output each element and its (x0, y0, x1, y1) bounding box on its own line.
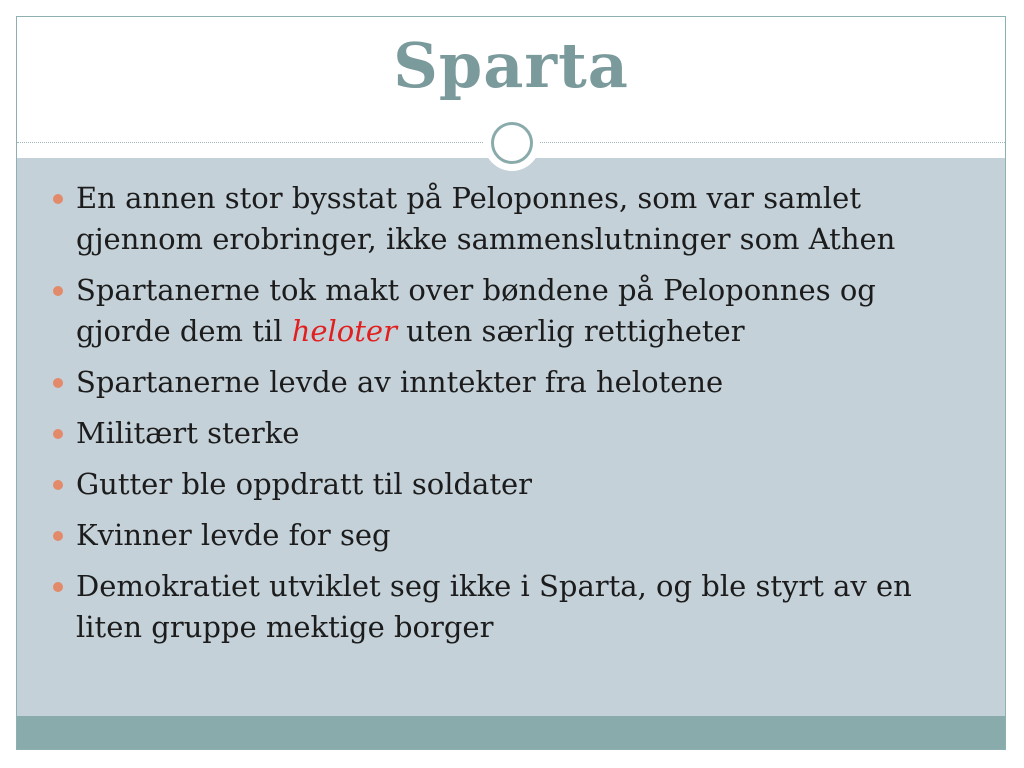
dot-bullet-icon (53, 480, 63, 490)
highlight-term: heloter (291, 314, 397, 348)
dot-bullet-icon (53, 194, 63, 204)
bullet-item-3 (53, 362, 963, 403)
slide-title: Sparta (393, 29, 629, 102)
dot-bullet-icon (53, 429, 63, 439)
bullet-item-5 (53, 464, 963, 505)
footer-bar (17, 716, 1005, 750)
circle-ring-icon (484, 115, 540, 171)
ring (491, 122, 533, 164)
bullet-text-after: uten særlig rettigheter (396, 314, 745, 348)
dot-bullet-icon (53, 582, 63, 592)
slide (16, 16, 1006, 750)
bullet-item-7 (53, 566, 963, 648)
bullet-text-before: Spartanerne tok makt over bøndene på Peloponnes og gjorde dem til (76, 273, 876, 348)
bullet-text: Demokratiet utviklet seg ikke i Sparta, og ble styrt av en liten gruppe mektige borger (76, 569, 912, 644)
bullet-item-6 (53, 515, 963, 556)
bullet-text: Kvinner levde for seg (76, 518, 391, 552)
bullet-text: Gutter ble oppdratt til soldater (76, 467, 533, 501)
dot-bullet-icon (53, 286, 63, 296)
bullet-item-2 (53, 270, 963, 352)
bullet-item-4 (53, 413, 963, 454)
bullet-text: Spartanerne levde av inntekter fra helotene (76, 365, 724, 399)
dot-bullet-icon (53, 378, 63, 388)
bullet-list (53, 178, 963, 658)
bullet-item-1 (53, 178, 963, 260)
bullet-text: Militært sterke (76, 416, 300, 450)
bullet-text: En annen stor bysstat på Peloponnes, som var samlet gjennom erobringer, ikke sammenslutninger som Athen (76, 181, 896, 256)
dot-bullet-icon (53, 531, 63, 541)
